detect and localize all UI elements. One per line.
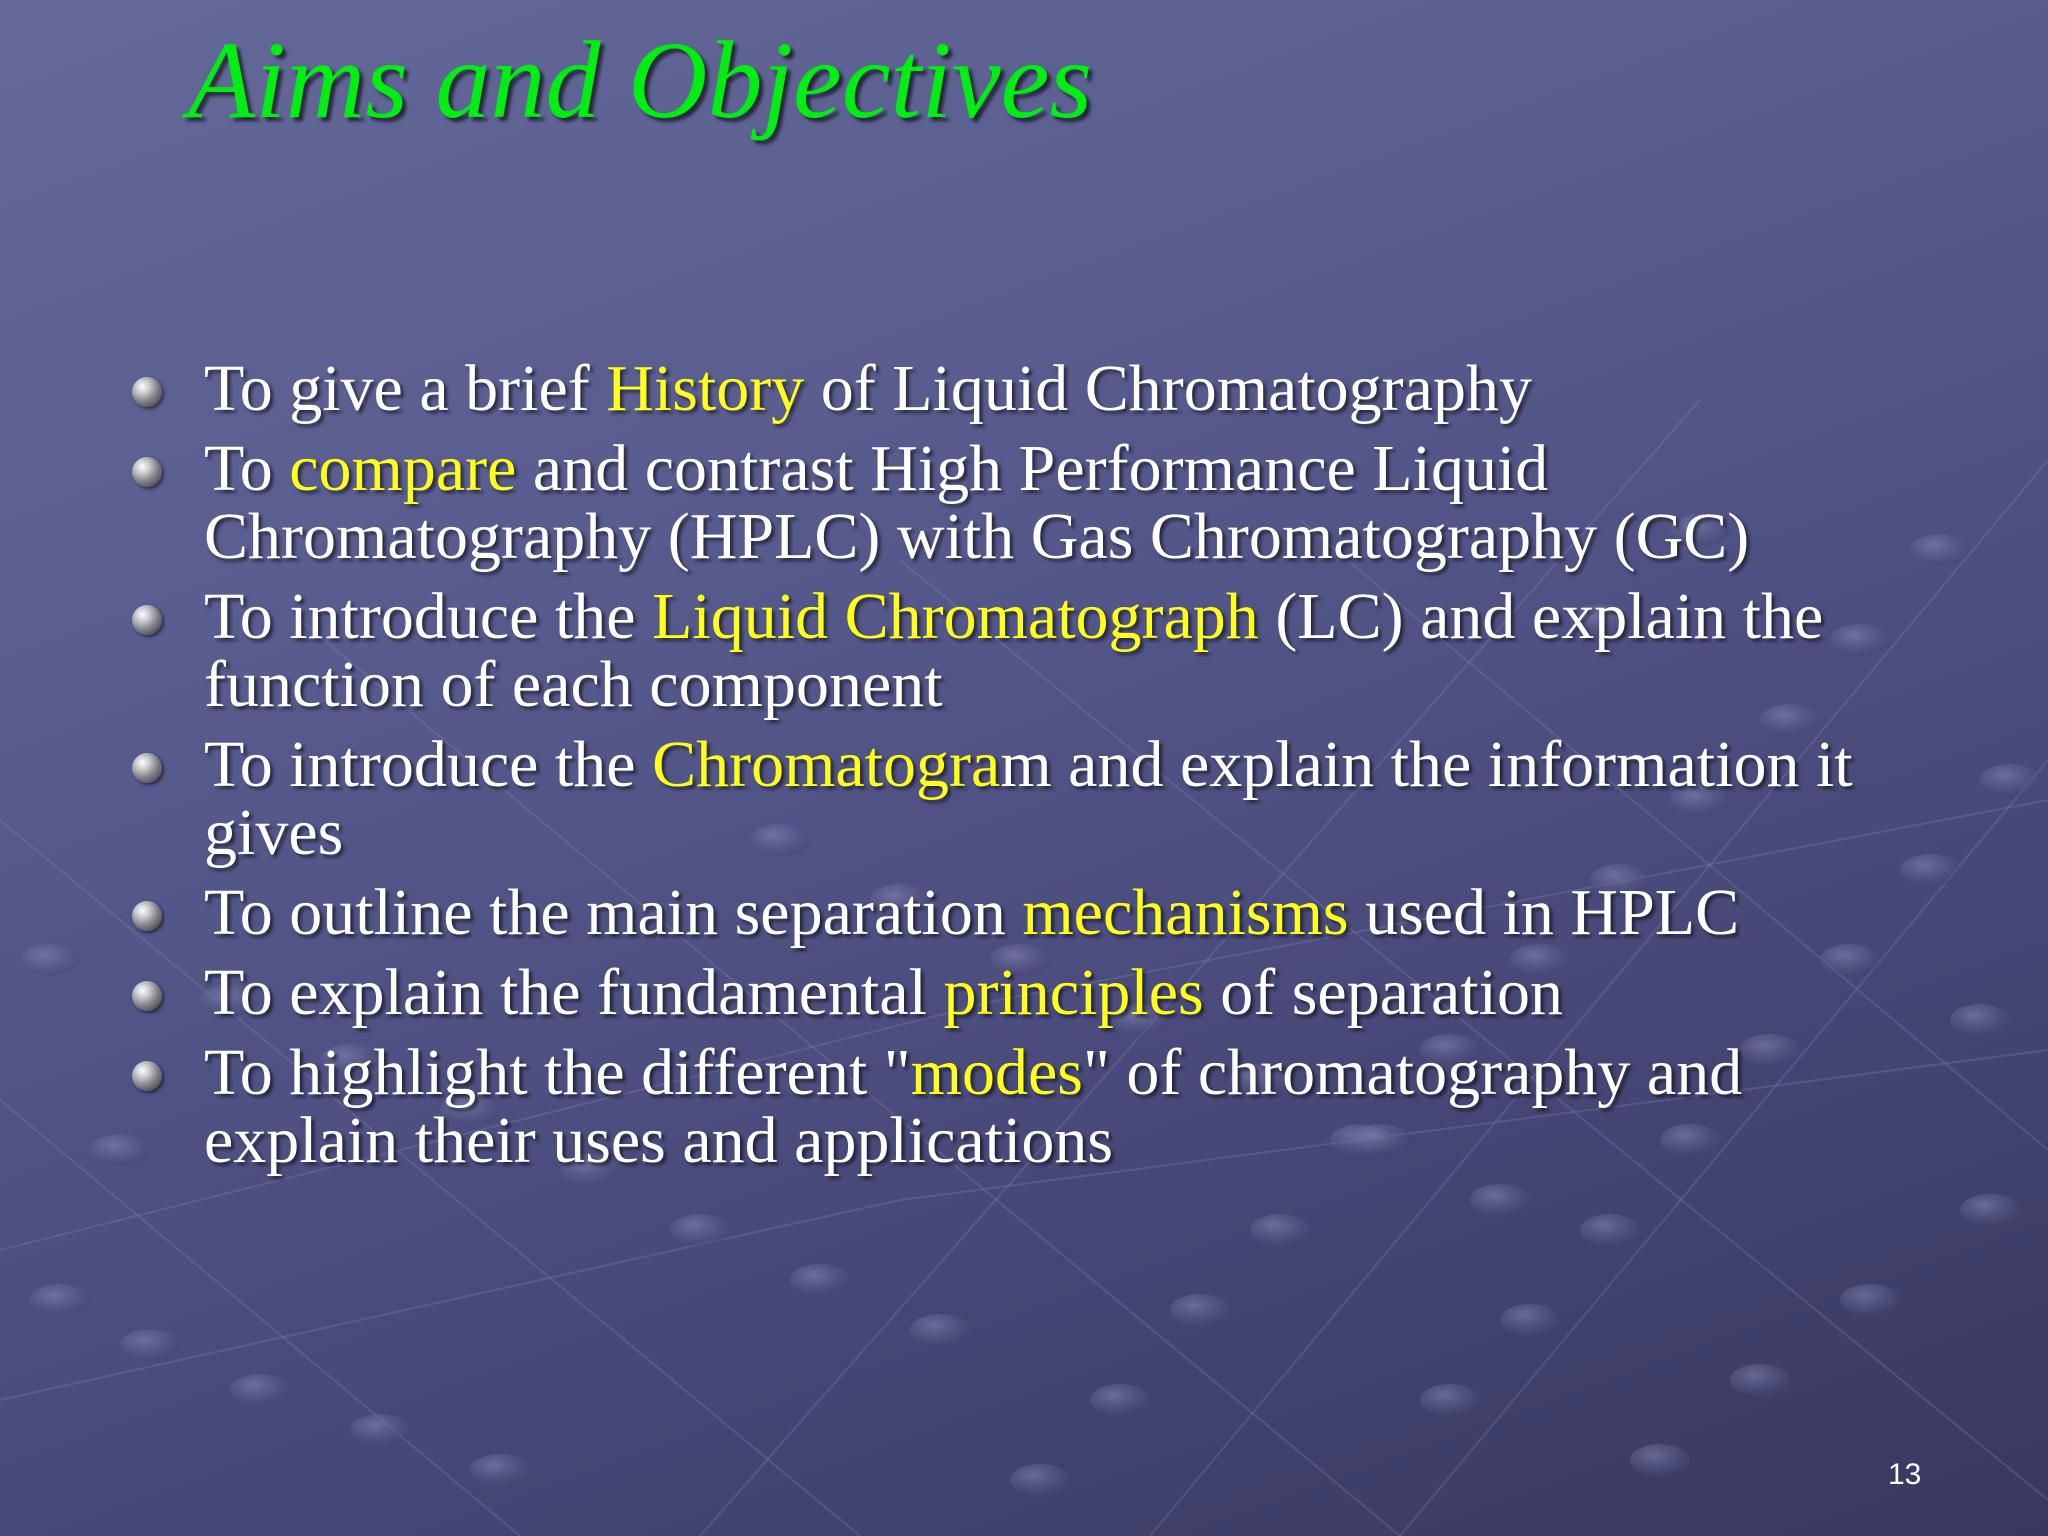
list-item: [130, 580, 1930, 721]
bullet-text: To explain the fundamental: [204, 956, 944, 1029]
highlight-text: mechanisms: [1022, 876, 1349, 949]
bullet-text: To introduce the: [204, 728, 653, 801]
bullet-text: To: [204, 432, 290, 505]
list-item: [130, 1036, 1930, 1177]
sphere-bullet-icon: [132, 753, 162, 783]
background-dot: [1170, 1294, 1230, 1326]
background-dot: [1630, 1444, 1690, 1476]
highlight-text: Liquid Chromatograph: [652, 580, 1259, 653]
background-dot: [350, 1414, 410, 1446]
highlight-text: History: [606, 352, 805, 425]
sphere-bullet-icon: [132, 377, 162, 407]
bullet-text: m and explain the information it gives: [204, 728, 1853, 869]
bullet-text: of Liquid Chromatography: [804, 352, 1532, 425]
bullet-text: To introduce the: [204, 580, 653, 653]
background-dot: [1580, 1214, 1640, 1246]
objectives-list: [130, 352, 1930, 1187]
background-dot: [910, 1314, 970, 1346]
background-dot: [1090, 1384, 1150, 1416]
list-item: [130, 352, 1930, 425]
background-dot: [1470, 1184, 1530, 1216]
background-dot: [30, 1284, 90, 1316]
bullet-text: used in HPLC: [1348, 876, 1740, 949]
background-dot: [470, 1454, 530, 1486]
background-dot: [1500, 1304, 1560, 1336]
sphere-bullet-icon: [132, 981, 162, 1011]
background-dot: [1010, 1464, 1070, 1496]
background-dot: [1980, 764, 2040, 796]
sphere-bullet-icon: [132, 605, 162, 635]
bullet-text: and contrast High Performance Liquid Chromatography (HPLC) with Gas Chromatography (GC): [204, 432, 1750, 573]
highlight-text: modes: [910, 1036, 1083, 1109]
background-dot: [1960, 1194, 2020, 1226]
background-dot: [670, 1214, 730, 1246]
bullet-text: (LC) and explain the function of each component: [204, 580, 1824, 721]
background-dot: [790, 1264, 850, 1296]
list-item: [130, 432, 1930, 573]
bullet-text: To highlight the different ": [204, 1036, 911, 1109]
sphere-bullet-icon: [132, 457, 162, 487]
background-dot: [1950, 1004, 2010, 1036]
list-item: [130, 956, 1930, 1029]
page-number: 13: [1888, 1458, 1922, 1491]
background-dot: [120, 1329, 180, 1361]
list-item: [130, 728, 1930, 869]
list-item: [130, 876, 1930, 949]
background-dot: [20, 944, 80, 976]
highlight-text: principles: [943, 956, 1204, 1029]
bullet-text: To give a brief: [204, 352, 607, 425]
highlight-text: compare: [289, 432, 517, 505]
bullet-text: " of chromatography and explain their uses and applications: [204, 1036, 1743, 1177]
background-dot: [230, 1374, 290, 1406]
background-dot: [1420, 1384, 1480, 1416]
background-dot: [1250, 1214, 1310, 1246]
slide-title: Aims and Objectives: [188, 19, 1093, 141]
sphere-bullet-icon: [132, 901, 162, 931]
bullet-text: To outline the main separation: [204, 876, 1023, 949]
bullet-text: of separation: [1203, 956, 1563, 1029]
background-dot: [1840, 1284, 1900, 1316]
sphere-bullet-icon: [132, 1061, 162, 1091]
highlight-text: Chromatogra: [652, 728, 1001, 801]
background-dot: [1730, 1364, 1790, 1396]
